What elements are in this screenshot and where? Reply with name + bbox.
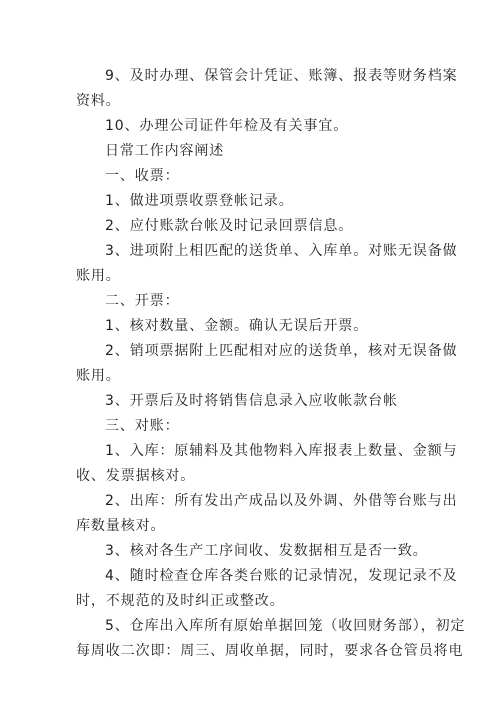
text-line: 账用。 <box>76 368 121 384</box>
text-line: 1、核对数量、金额。确认无误后开票。 <box>105 318 369 334</box>
text-line: 3、核对各生产工序间收、发数据相互是否一致。 <box>105 543 428 559</box>
text-line: 10、办理公司证件年检及有关事宜。 <box>105 118 349 134</box>
text-line: 账用。 <box>76 268 121 284</box>
text-line: 1、入库：原辅料及其他物料入库报表上数量、金额与 <box>105 443 458 459</box>
text-line: 收、发票据核对。 <box>76 468 196 484</box>
text-line: 3、开票后及时将销售信息录入应收帐款台帐 <box>105 393 398 409</box>
text-line: 4、随时检查仓库各类台账的记录情况，发现记录不及 <box>105 568 458 584</box>
text-line: 2、应付账款台帐及时记录回票信息。 <box>105 218 354 234</box>
text-line: 5、仓库出入库所有原始单据回笼（收回财务部），初定 <box>105 618 466 634</box>
section-heading: 三、对账： <box>105 418 180 434</box>
text-line: 2、销项票据附上匹配相对应的送货单，核对无误备做 <box>105 343 458 359</box>
section-heading: 日常工作内容阐述 <box>105 143 225 159</box>
text-line: 9、及时办理、保管会计凭证、账簿、报表等财务档案 <box>105 68 458 84</box>
text-line: 时，不规范的及时纠正或整改。 <box>76 593 285 609</box>
text-line: 2、出库：所有发出产成品以及外调、外借等台账与出 <box>105 493 458 509</box>
text-line: 库数量核对。 <box>76 518 166 534</box>
text-line: 资料。 <box>76 93 121 109</box>
text-line: 3、进项附上相匹配的送货单、入库单。对账无误备做 <box>105 243 458 259</box>
section-heading: 一、收票： <box>105 168 180 184</box>
text-line: 1、做进项票收票登帐记录。 <box>105 193 294 209</box>
section-heading: 二、开票： <box>105 293 180 309</box>
text-line: 每周收二次即：周三、周收单据，同时，要求各仓管员将电 <box>76 643 464 659</box>
